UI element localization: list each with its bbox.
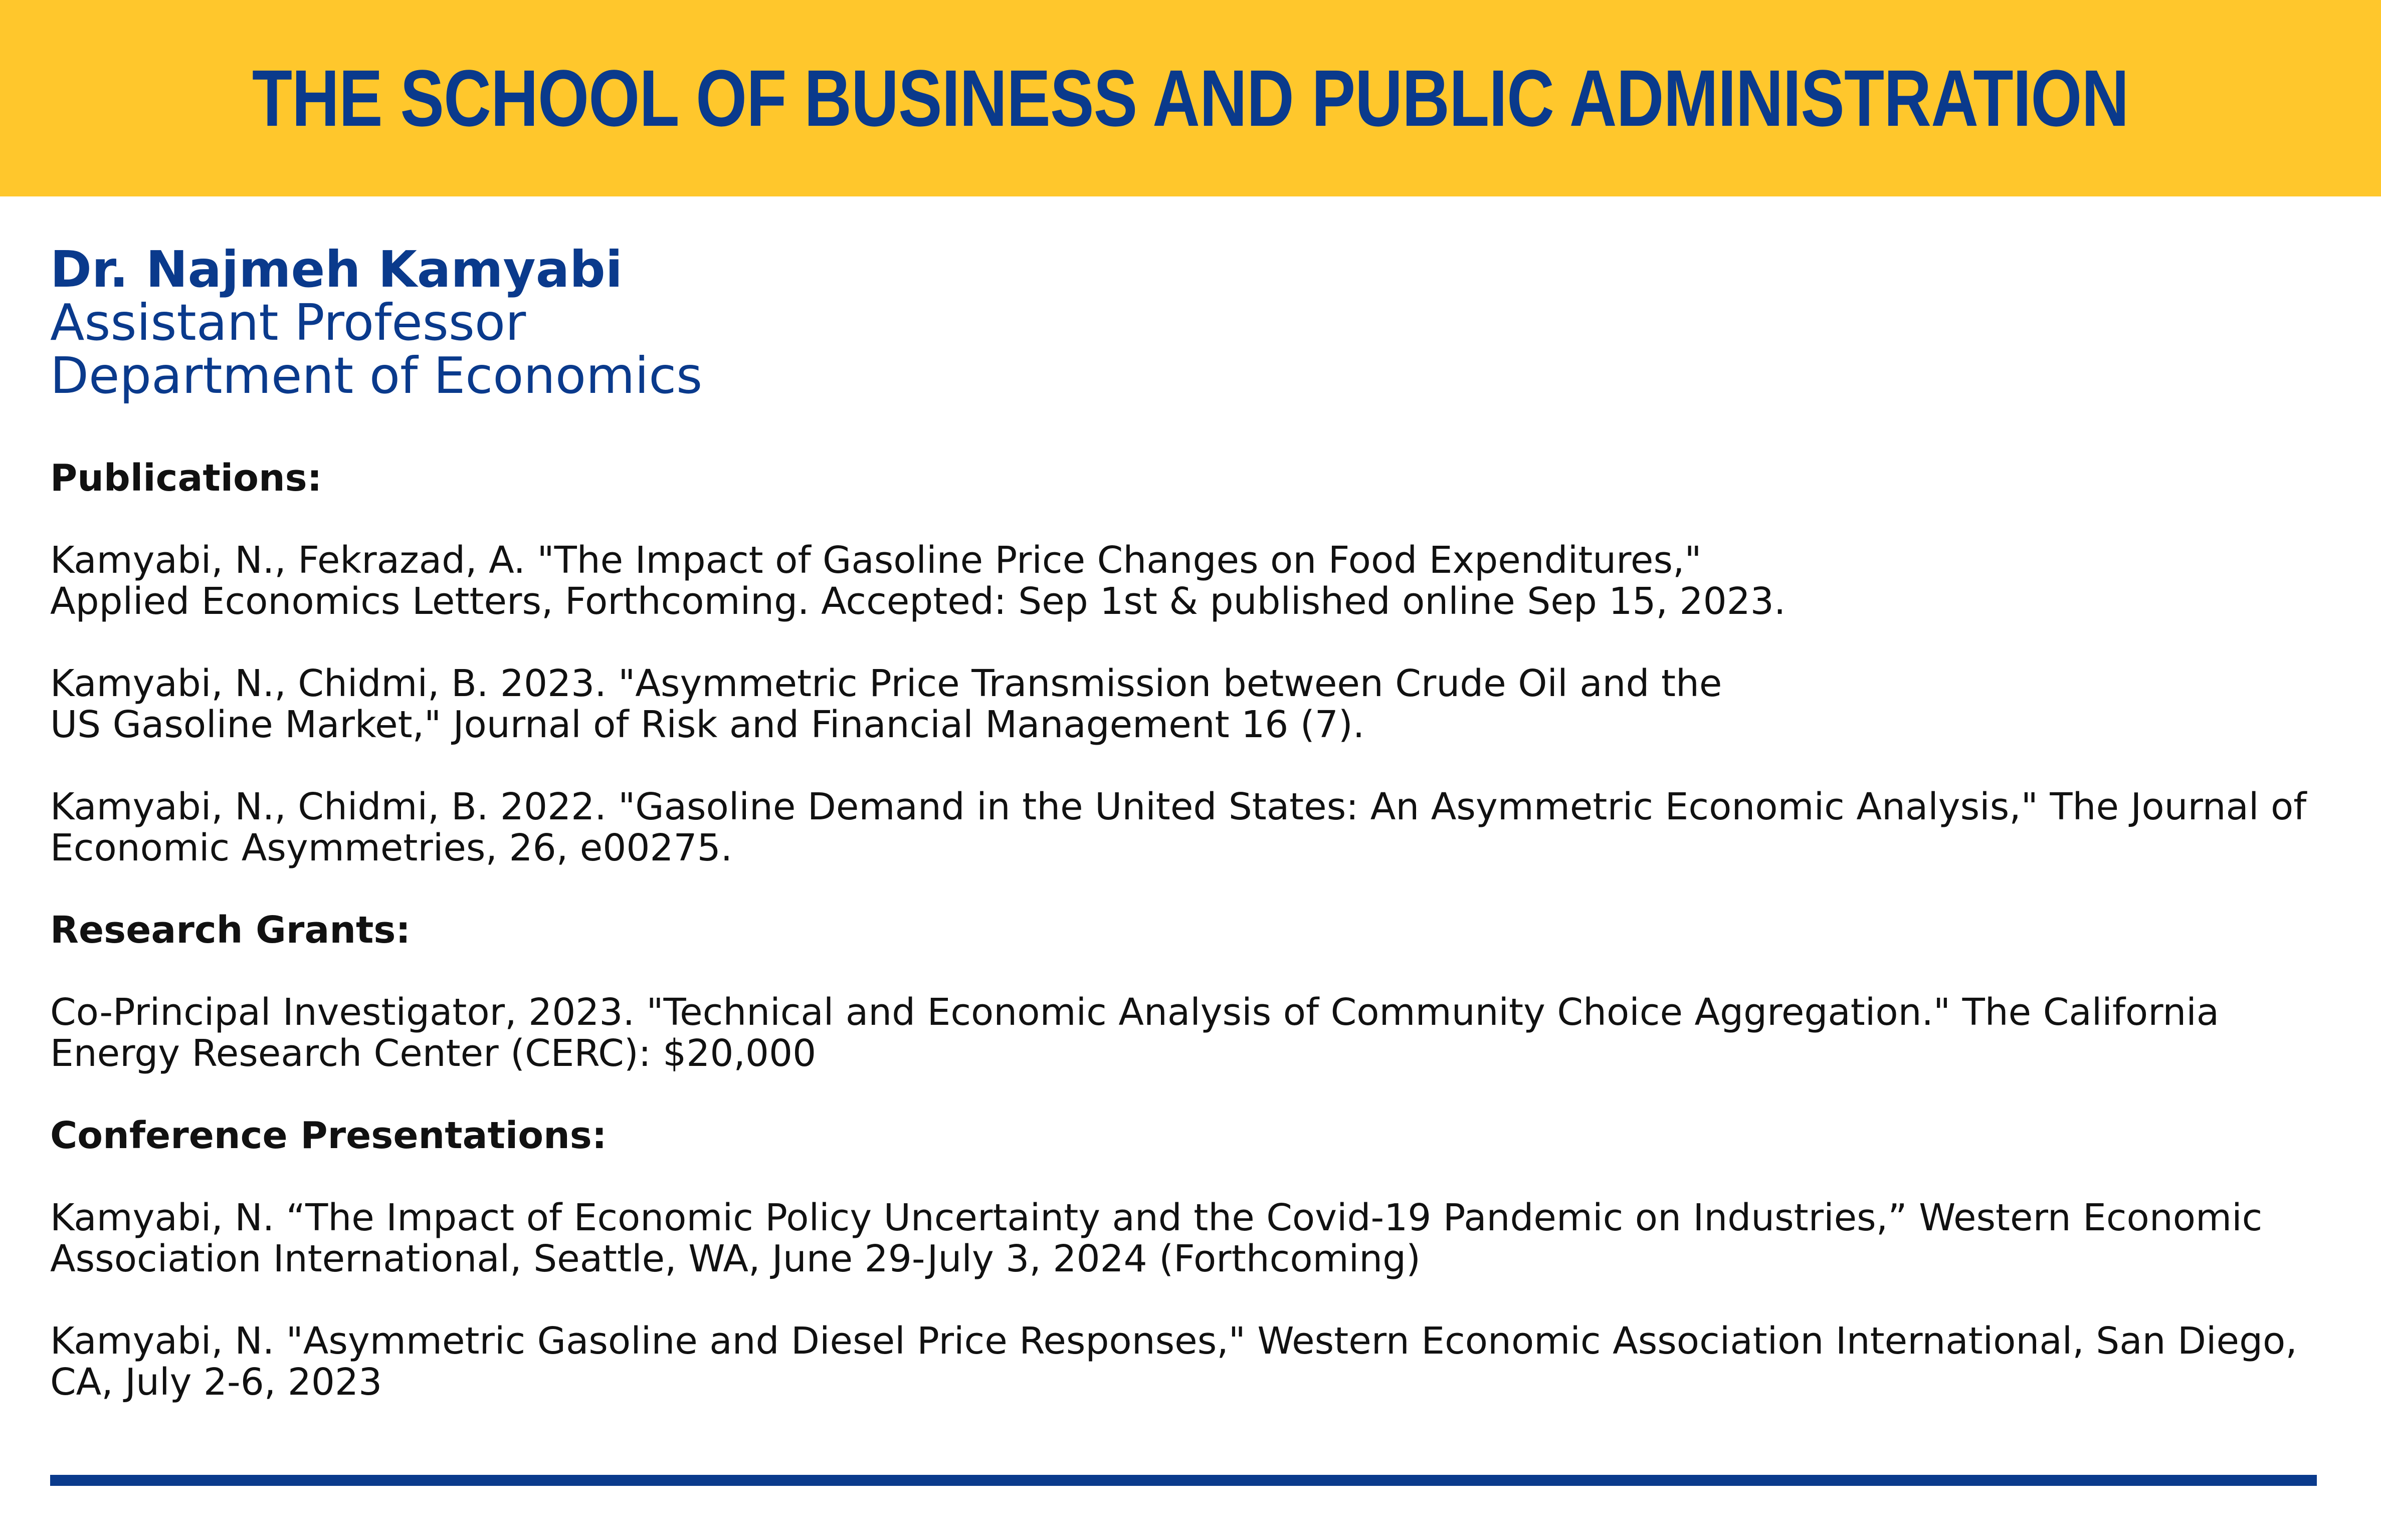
publication-entry: Kamyabi, N., Fekrazad, A. "The Impact of Gasoline Price Changes on Food Expenditures," Applied Economics Letters, Forthcoming. Accepted: Sep 1st & published online Sep 15, 2023.	[50, 539, 1786, 623]
grant-entry: Co-Principal Investigator, 2023. "Technical and Economic Analysis of Community Choice Aggregation." The California Energy Research Center (CERC): $20,000	[50, 991, 2220, 1075]
faculty-name: Dr. Najmeh Kamyabi	[50, 240, 623, 299]
profile-content	[50, 240, 2336, 1404]
grants-heading: Research Grants:	[50, 909, 411, 952]
faculty-title: Assistant Professor	[50, 293, 526, 352]
publication-entry: Kamyabi, N., Chidmi, B. 2023. "Asymmetric Price Transmission between Crude Oil and the US Gasoline Market," Journal of Risk and Financial Management 16 (7).	[50, 662, 1722, 746]
conference-entry: Kamyabi, N. “The Impact of Economic Policy Uncertainty and the Covid-19 Pandemic on Industries,” Western Economic Association International, Seattle, WA, June 29-July 3, 2024 (Forthcoming)	[50, 1196, 2263, 1280]
school-title: THE SCHOOL OF BUSINESS AND PUBLIC ADMINISTRATION	[252, 53, 2129, 143]
conferences-heading: Conference Presentations:	[50, 1114, 607, 1157]
faculty-department: Department of Economics	[50, 346, 703, 405]
publication-entry: Kamyabi, N., Chidmi, B. 2022. "Gasoline Demand in the United States: An Asymmetric Economic Analysis," The Journal of Economic Asymmetries, 26, e00275.	[50, 785, 2307, 869]
publications-heading: Publications:	[50, 457, 322, 500]
header-banner	[0, 0, 2381, 196]
bottom-divider	[50, 1475, 2317, 1486]
conference-entry: Kamyabi, N. "Asymmetric Gasoline and Diesel Price Responses," Western Economic Association International, San Diego, CA, July 2-6, 2023	[50, 1319, 2297, 1404]
